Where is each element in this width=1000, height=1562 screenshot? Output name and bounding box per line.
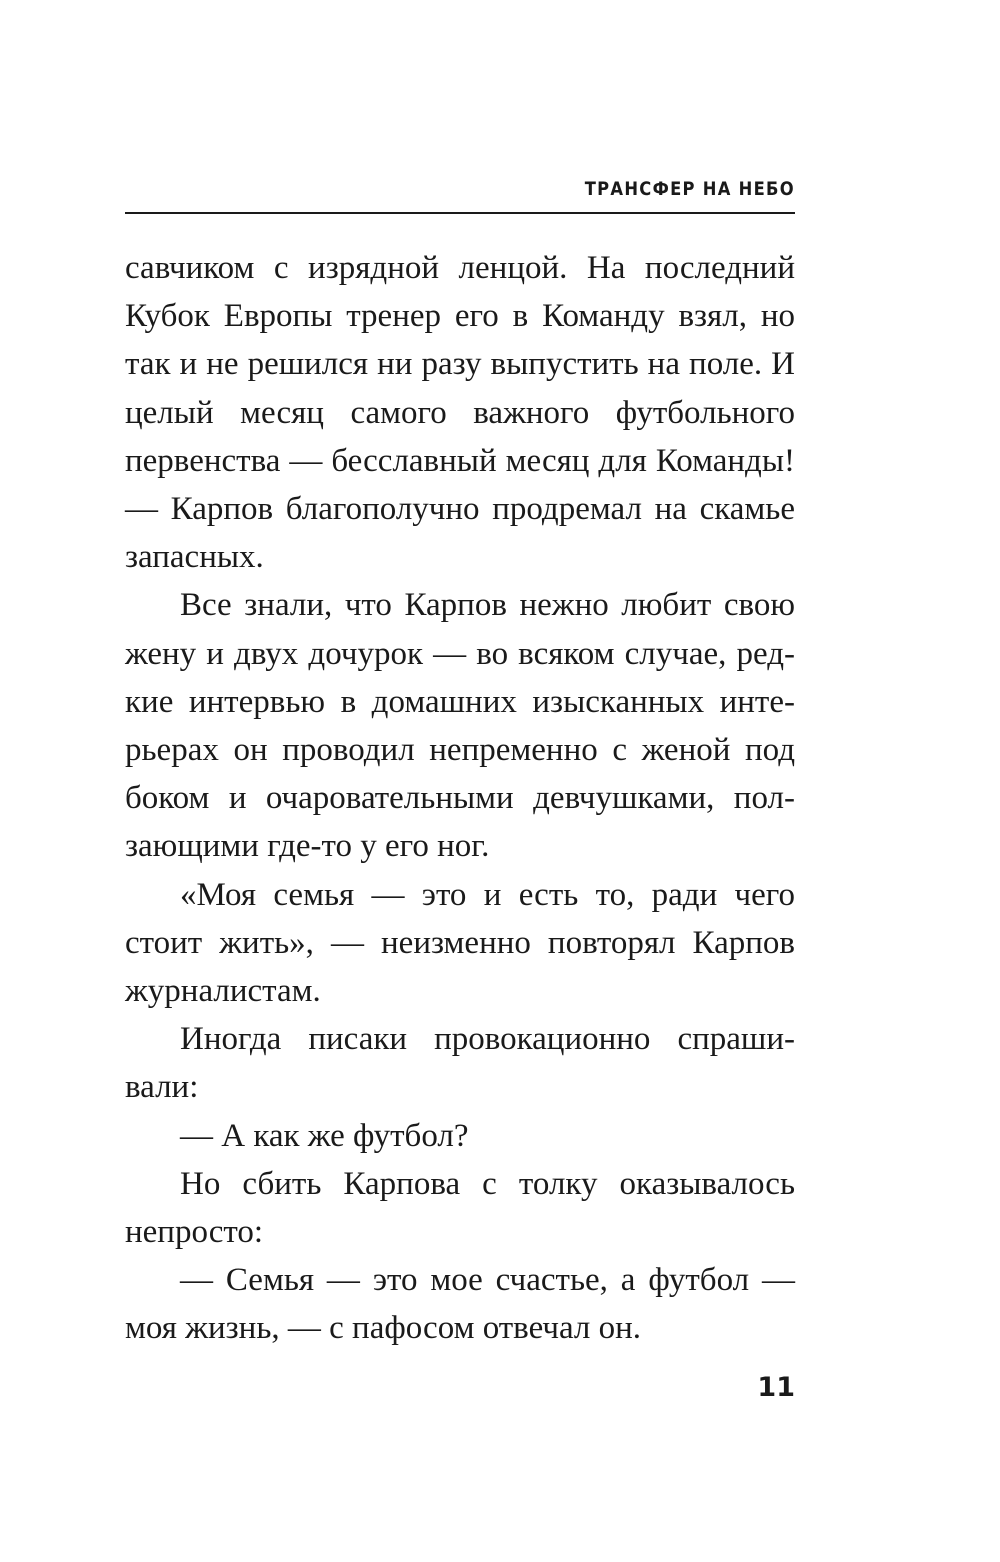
header-rule xyxy=(125,212,795,214)
page-body xyxy=(125,244,795,1353)
paragraph-3: «Моя семья — это и есть то, ради чего стоит жить», — неизменно повторял Карпов журналистам. xyxy=(125,876,795,1010)
paragraph-6: Но сбить Карпова с толку оказывалось непросто: xyxy=(125,1165,795,1251)
paragraph-2: Все знали, что Карпов нежно любит свою жену и двух дочурок — во всяком случае, редкие интервью в домашних изысканных интерьерах он проводил непременно с женой под боком и очаровательными девчушками, ползающими где-то у его ног. xyxy=(125,587,795,865)
paragraph-5: — А как же футбол? xyxy=(180,1117,469,1154)
page-number: 11 xyxy=(757,1372,795,1403)
paragraph-1: савчиком с изрядной ленцой. На последний Кубок Европы тренер его в Команду взял, но так и не решился ни разу выпустить на поле. И целый месяц самого важного футбольного первенства — бесславный месяц для Команды! — Карпов благополучно продремал на скамье запасных. xyxy=(125,250,795,576)
running-head: ТРАНСФЕР НА НЕБО xyxy=(584,178,795,200)
paragraph-4: Иногда писаки провокационно спрашивали: xyxy=(125,1021,795,1106)
paragraph-7: — Семья — это мое счастье, а футбол — моя жизнь, — с пафосом отвечал он. xyxy=(125,1262,795,1347)
